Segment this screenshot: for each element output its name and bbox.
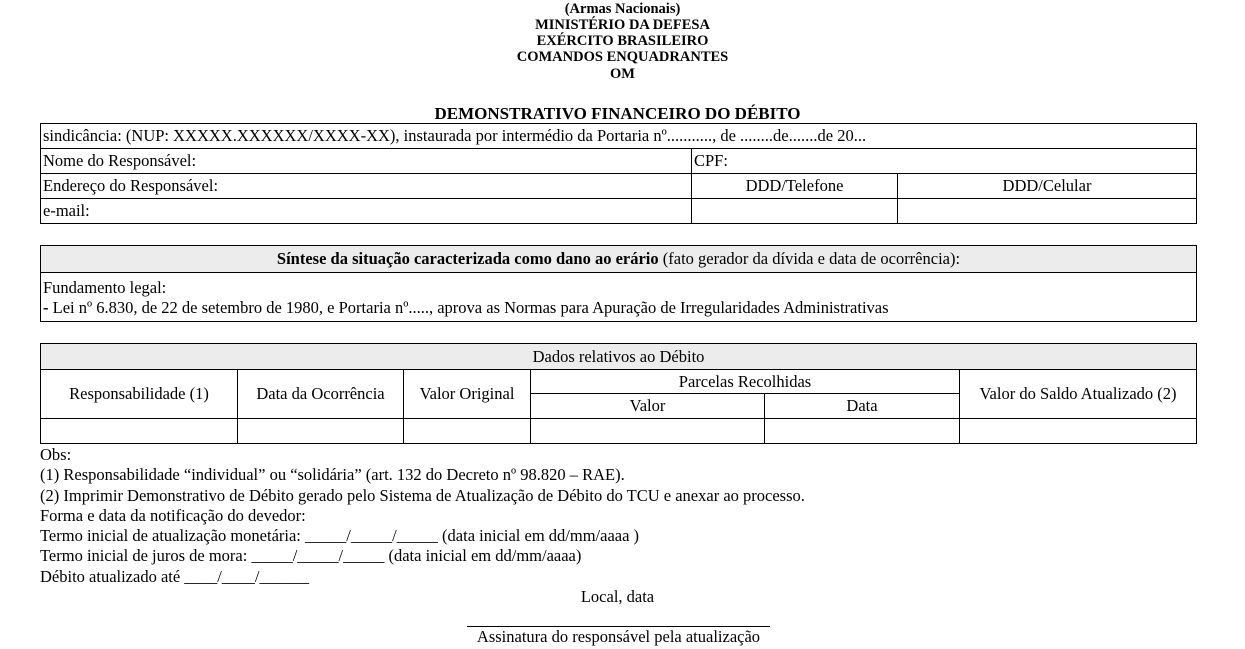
lei-text: Lei nº 6.830, de 22 de setembro de 1980, e Portaria nº....., aprova as Normas para Apuração de Irregularidades Administrativas — [52, 298, 889, 317]
parcelas-data-header: Data — [765, 394, 960, 419]
header-line-om: OM — [610, 66, 635, 82]
lei-line — [43, 298, 1194, 318]
valor-original-header: Valor Original — [404, 370, 531, 419]
saldo-atualizado-value-cell — [960, 419, 1197, 444]
note-2: (2) Imprimir Demonstrativo de Débito gerado pelo Sistema de Atualização de Débito do TCU e anexar ao processo. — [40, 486, 805, 505]
data-ocorrencia-header: Data da Ocorrência — [238, 370, 404, 419]
debito-atualizado: Débito atualizado até ____/____/______ — [40, 567, 309, 586]
termo-juros: Termo inicial de juros de mora: _____/_____/_____ (data inicial em dd/mm/aaaa) — [40, 546, 582, 565]
debt-table-title: Dados relativos ao Débito — [41, 344, 1197, 370]
parcelas-data-value-cell — [765, 419, 960, 444]
identification-table — [40, 123, 1197, 224]
header-line-comandos: COMANDOS ENQUADRANTES — [516, 49, 729, 65]
parcelas-valor-header: Valor — [531, 394, 765, 419]
data-ocorrencia-value-cell — [238, 419, 404, 444]
debt-table — [40, 343, 1197, 444]
synthesis-table — [40, 245, 1197, 322]
document-title: DEMONSTRATIVO FINANCEIRO DO DÉBITO — [434, 104, 801, 123]
cpf-cell: CPF: — [692, 149, 1197, 174]
celular-value-cell — [898, 199, 1197, 224]
obs-label: Obs: — [40, 445, 72, 464]
saldo-atualizado-header: Valor do Saldo Atualizado (2) — [960, 370, 1197, 419]
telefone-value-cell — [692, 199, 898, 224]
header-line-ministerio: MINISTÉRIO DA DEFESA — [535, 17, 710, 33]
parcelas-valor-value-cell — [531, 419, 765, 444]
endereco-responsavel-cell: Endereço do Responsável: — [41, 174, 692, 199]
email-cell: e-mail: — [41, 199, 692, 224]
responsabilidade-header: Responsabilidade (1) — [41, 370, 238, 419]
termo-atualizacao: Termo inicial de atualização monetária: _____/_____/_____ (data inicial em dd/mm/aaaa ) — [40, 526, 640, 545]
responsabilidade-value-cell — [41, 419, 238, 444]
valor-original-value-cell — [404, 419, 531, 444]
nome-responsavel-cell: Nome do Responsável: — [41, 149, 692, 174]
fundamento-cell — [41, 273, 1197, 322]
celular-header-cell: DDD/Celular — [898, 174, 1197, 199]
header-line-exercito: EXÉRCITO BRASILEIRO — [536, 33, 709, 49]
note-1: (1) Responsabilidade “individual” ou “solidária” (art. 132 do Decreto nº 98.820 – RAE). — [40, 465, 625, 484]
synthesis-heading-rest: (fato gerador da dívida e data de ocorrência): — [658, 249, 961, 268]
lei-dash: - — [43, 298, 53, 317]
parcelas-recolhidas-header: Parcelas Recolhidas — [531, 370, 960, 394]
telefone-header-cell: DDD/Telefone — [692, 174, 898, 199]
sindicancia-cell: sindicância: (NUP: XXXXX.XXXXXX/XXXX-XX), instaurada por intermédio da Portaria nº..........., de ........de.......de 20... — [41, 124, 1197, 149]
signature-caption: Assinatura do responsável pela atualização — [476, 627, 761, 646]
synthesis-heading-cell — [41, 246, 1197, 273]
header-line-armas: (Armas Nacionais) — [564, 1, 681, 17]
forma-notificacao: Forma e data da notificação do devedor: — [40, 506, 306, 525]
fundamento-label: Fundamento legal: — [43, 278, 167, 297]
local-data: Local, data — [580, 587, 655, 606]
synthesis-heading-bold: Síntese da situação caracterizada como dano ao erário — [276, 249, 659, 268]
